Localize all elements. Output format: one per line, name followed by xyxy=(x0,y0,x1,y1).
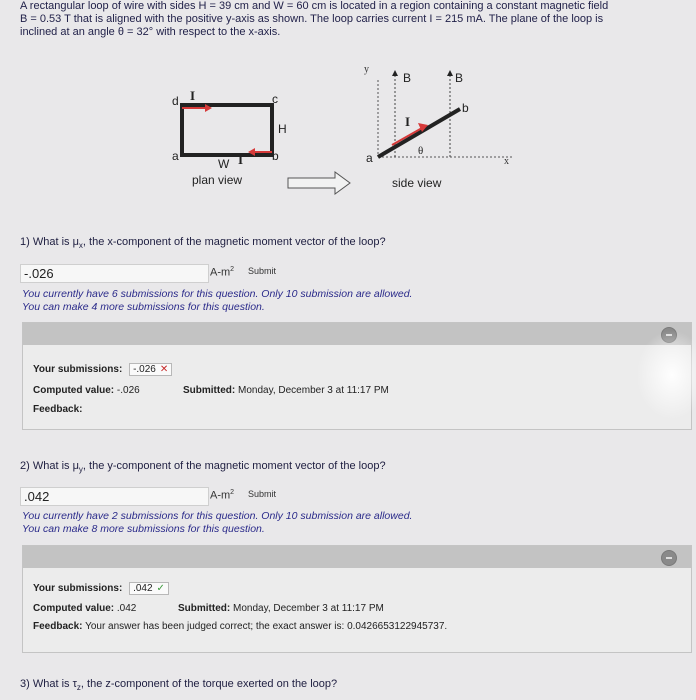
q2-computed-label: Computed value: xyxy=(33,603,115,614)
q1-your-submissions-label: Your submissions: xyxy=(33,364,123,375)
q2-unit-text: A-m xyxy=(210,489,231,502)
q2-panel-body xyxy=(23,568,691,652)
q1-submitted-label: Submitted: xyxy=(183,385,236,396)
field-arrowhead-2 xyxy=(447,70,453,76)
loop-diagram xyxy=(160,60,520,200)
question-3 xyxy=(20,678,337,692)
q2-your-submissions-label: Your submissions: xyxy=(33,583,123,594)
q1-computed-label: Computed value: xyxy=(33,385,115,396)
label-a-side: a xyxy=(366,151,373,165)
label-B-1: B xyxy=(403,71,412,85)
incorrect-x-icon: ✕ xyxy=(159,364,169,375)
q2-your-submissions xyxy=(33,582,169,595)
q1-info xyxy=(22,288,412,314)
q1-prefix: 1) What is μ xyxy=(20,236,79,248)
question-2 xyxy=(20,460,386,474)
q1-panel-header[interactable] xyxy=(23,323,691,345)
q2-submission-panel xyxy=(22,545,692,653)
q3-suffix: , the z-component of the torque exerted on the loop? xyxy=(80,678,338,690)
plan-view-label: plan view xyxy=(192,173,243,187)
q1-submitted-value-box xyxy=(129,363,172,376)
q3-sub: z xyxy=(76,683,81,693)
q2-unit-sup: 2 xyxy=(230,489,235,496)
label-b: b xyxy=(272,149,279,163)
q2-suffix: , the y-component of the magnetic moment vector of the loop? xyxy=(82,460,386,472)
view-transition-arrow xyxy=(288,172,350,194)
q1-sub: x xyxy=(78,241,83,251)
q3-prefix: 3) What is τ xyxy=(20,678,77,690)
q2-info xyxy=(22,510,412,536)
q1-submit-button[interactable]: Submit xyxy=(248,266,277,276)
collapse-icon[interactable] xyxy=(661,550,677,566)
q2-panel-header[interactable] xyxy=(23,546,691,568)
q1-feedback-row xyxy=(33,404,82,415)
problem-text-line-1: A rectangular loop of wire with sides H = 39 cm and W = 60 cm is located in a region containing a constant magnetic field xyxy=(20,0,609,12)
q1-feedback-label: Feedback: xyxy=(33,404,83,415)
q1-submitted-row xyxy=(183,385,389,396)
side-current-arrow xyxy=(392,128,422,145)
q2-prefix: 2) What is μ xyxy=(20,460,79,472)
q1-submitted-value: -.026 xyxy=(133,364,156,375)
label-x: x xyxy=(504,156,509,167)
q2-sub: y xyxy=(78,465,83,475)
q1-answer-input[interactable]: -.026 xyxy=(20,264,209,283)
q1-answer-row xyxy=(20,264,500,282)
correct-check-icon: ✓ xyxy=(156,583,165,594)
q2-submitted-label: Submitted: xyxy=(178,603,231,614)
q2-info-line-2: You can make 8 more submissions for this question. xyxy=(22,523,265,535)
q2-feedback-label: Feedback: xyxy=(33,621,83,632)
label-c: c xyxy=(272,92,278,106)
screen-glare xyxy=(636,330,696,420)
q1-your-submissions xyxy=(33,363,172,376)
q1-suffix: , the x-component of the magnetic moment vector of the loop? xyxy=(82,236,386,248)
q1-info-line-2: You can make 4 more submissions for this question. xyxy=(22,301,265,313)
label-y: y xyxy=(364,64,369,75)
q1-unit-text: A-m xyxy=(210,266,231,279)
label-H: H xyxy=(278,122,287,136)
problem-statement xyxy=(20,0,680,39)
q2-computed-value: .042 xyxy=(116,603,137,614)
problem-text-line-3: inclined at an angle θ = 32° with respect to the x-axis. xyxy=(20,26,281,38)
q2-feedback-row xyxy=(33,621,447,632)
q2-submitted-value: .042 xyxy=(133,583,153,594)
q2-answer-input[interactable]: .042 xyxy=(20,487,209,506)
q2-feedback-text: Your answer has been judged correct; the exact answer is: 0.0426653122945737. xyxy=(85,621,448,632)
side-view-label: side view xyxy=(392,176,442,190)
label-a: a xyxy=(172,149,179,163)
label-B-2: B xyxy=(455,71,464,85)
question-1 xyxy=(20,236,386,250)
q1-info-line-1: You currently have 6 submissions for this question. Only 10 submission are allowed. xyxy=(22,288,413,300)
label-b-side: b xyxy=(462,101,469,115)
problem-text-line-2: B = 0.53 T that is aligned with the positive y-axis as shown. The loop carries current I = 215 mA. The plane of the loop is xyxy=(20,13,604,25)
q1-submission-panel xyxy=(22,322,692,430)
label-I-top: I xyxy=(190,88,196,103)
q2-unit xyxy=(210,489,234,502)
q2-submitted-time: Monday, December 3 at 11:17 PM xyxy=(233,603,384,614)
label-d: d xyxy=(172,94,179,108)
q2-submitted-value-box xyxy=(129,582,169,595)
q1-panel-body xyxy=(23,345,691,429)
q1-computed-value: -.026 xyxy=(116,385,140,396)
q1-computed-row xyxy=(33,385,140,396)
plan-view-loop xyxy=(182,105,272,155)
label-I-bottom: I xyxy=(238,152,244,167)
q1-unit-sup: 2 xyxy=(230,266,235,273)
q2-computed-row xyxy=(33,603,136,614)
q2-submit-button[interactable]: Submit xyxy=(248,489,277,499)
label-I-side: I xyxy=(405,114,411,129)
label-W: W xyxy=(218,157,230,171)
field-arrowhead-1 xyxy=(392,70,398,76)
q1-submitted-time: Monday, December 3 at 11:17 PM xyxy=(238,385,389,396)
q2-submitted-row xyxy=(178,603,384,614)
q2-answer-row xyxy=(20,487,500,505)
q2-info-line-1: You currently have 2 submissions for this question. Only 10 submission are allowed. xyxy=(22,510,413,522)
label-theta: θ xyxy=(418,145,424,157)
q1-unit xyxy=(210,266,234,279)
